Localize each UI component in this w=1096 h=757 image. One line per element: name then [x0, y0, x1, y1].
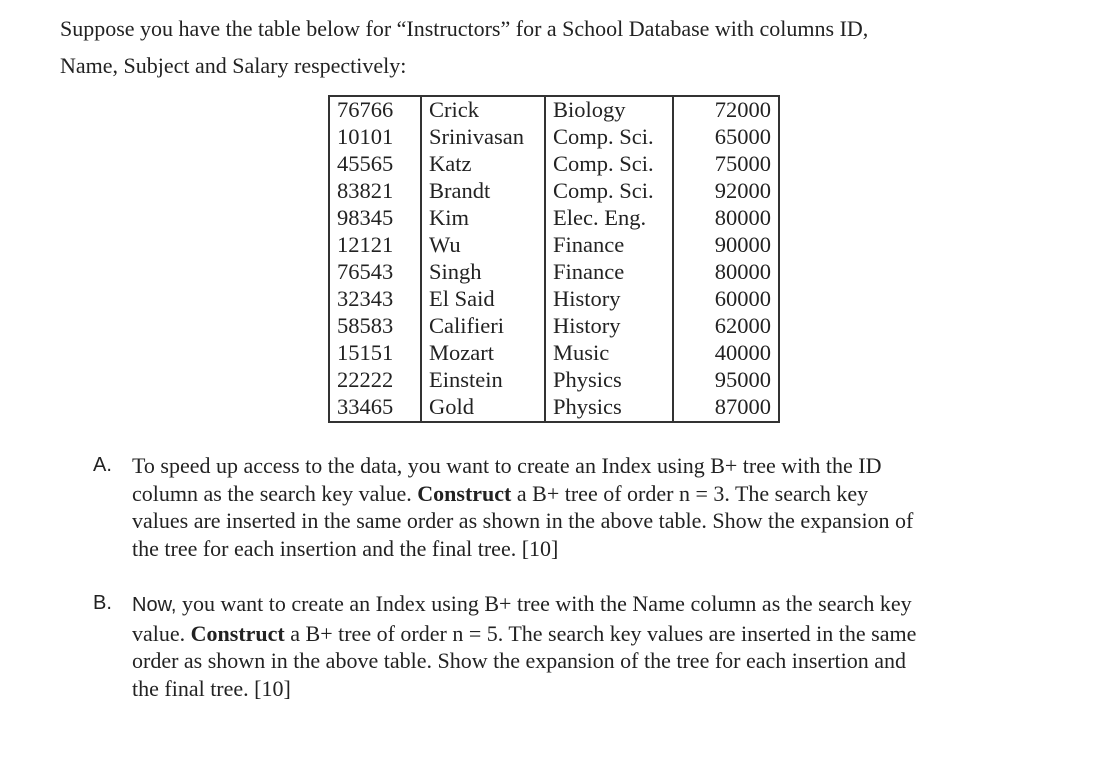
table-row [329, 232, 779, 259]
cell-name: Singh [421, 259, 545, 286]
cell-id: 76543 [329, 259, 421, 286]
question-b-line-4: the final tree. [10] [132, 675, 291, 701]
cell-subject: Music [545, 340, 673, 367]
question-b-construct: Construct [190, 620, 285, 646]
table-row [329, 205, 779, 232]
cell-name: Srinivasan [421, 124, 545, 151]
cell-salary: 60000 [673, 286, 779, 313]
question-a [93, 452, 993, 562]
cell-id: 33465 [329, 394, 421, 422]
cell-salary: 90000 [673, 232, 779, 259]
cell-salary: 62000 [673, 313, 779, 340]
cell-id: 98345 [329, 205, 421, 232]
cell-id: 12121 [329, 232, 421, 259]
cell-id: 22222 [329, 367, 421, 394]
cell-id: 15151 [329, 340, 421, 367]
question-b-label: B. [93, 592, 112, 614]
cell-subject: History [545, 286, 673, 313]
cell-name: Kim [421, 205, 545, 232]
cell-name: Mozart [421, 340, 545, 367]
question-a-line-4: the tree for each insertion and the final tree. [10] [132, 535, 559, 561]
cell-salary: 75000 [673, 151, 779, 178]
question-b-line-1: Now, you want to create an Index using B+ tree with the Name column as the search key [132, 591, 912, 616]
table-row [329, 394, 779, 422]
table-row [329, 286, 779, 313]
cell-salary: 87000 [673, 394, 779, 422]
cell-name: Califieri [421, 313, 545, 340]
cell-subject: Physics [545, 394, 673, 422]
cell-subject: Biology [545, 96, 673, 124]
table-row [329, 367, 779, 394]
question-a-construct: Construct [417, 480, 512, 506]
cell-name: Gold [421, 394, 545, 422]
instructors-table-body [329, 96, 779, 422]
cell-salary: 65000 [673, 124, 779, 151]
table-row [329, 178, 779, 205]
cell-salary: 80000 [673, 205, 779, 232]
cell-subject: Finance [545, 232, 673, 259]
cell-id: 76766 [329, 96, 421, 124]
cell-id: 10101 [329, 124, 421, 151]
question-b [93, 590, 993, 702]
cell-salary: 72000 [673, 96, 779, 124]
cell-id: 45565 [329, 151, 421, 178]
intro-line-1: Suppose you have the table below for “Instructors” for a School Database with columns ID, [60, 16, 869, 41]
cell-name: Katz [421, 151, 545, 178]
instructors-table [328, 95, 780, 423]
cell-salary: 95000 [673, 367, 779, 394]
cell-salary: 92000 [673, 178, 779, 205]
cell-subject: Comp. Sci. [545, 151, 673, 178]
cell-name: Einstein [421, 367, 545, 394]
cell-subject: Elec. Eng. [545, 205, 673, 232]
cell-subject: Physics [545, 367, 673, 394]
cell-subject: History [545, 313, 673, 340]
table-row [329, 96, 779, 124]
table-row [329, 340, 779, 367]
intro-paragraph [60, 10, 1000, 84]
cell-subject: Comp. Sci. [545, 124, 673, 151]
question-b-line-3: order as shown in the above table. Show the expansion of the tree for each insertion and [132, 648, 907, 673]
table-row [329, 124, 779, 151]
question-b-line-2: value. Construct a B+ tree of order n = 5. The search key values are inserted in the same [132, 620, 917, 646]
table-row [329, 151, 779, 178]
cell-name: Crick [421, 96, 545, 124]
cell-salary: 40000 [673, 340, 779, 367]
question-a-line-1: To speed up access to the data, you want to create an Index using B+ tree with the ID [132, 453, 882, 478]
cell-id: 58583 [329, 313, 421, 340]
question-a-label: A. [93, 454, 112, 476]
cell-salary: 80000 [673, 259, 779, 286]
table-row [329, 313, 779, 340]
cell-id: 83821 [329, 178, 421, 205]
question-a-line-2: column as the search key value. Construct a B+ tree of order n = 3. The search key [132, 480, 869, 506]
cell-subject: Comp. Sci. [545, 178, 673, 205]
cell-subject: Finance [545, 259, 673, 286]
intro-line-2: Name, Subject and Salary respectively: [60, 53, 407, 78]
cell-id: 32343 [329, 286, 421, 313]
cell-name: El Said [421, 286, 545, 313]
question-a-line-3: values are inserted in the same order as shown in the above table. Show the expansion of [132, 508, 914, 533]
cell-name: Brandt [421, 178, 545, 205]
table-row [329, 259, 779, 286]
cell-name: Wu [421, 232, 545, 259]
